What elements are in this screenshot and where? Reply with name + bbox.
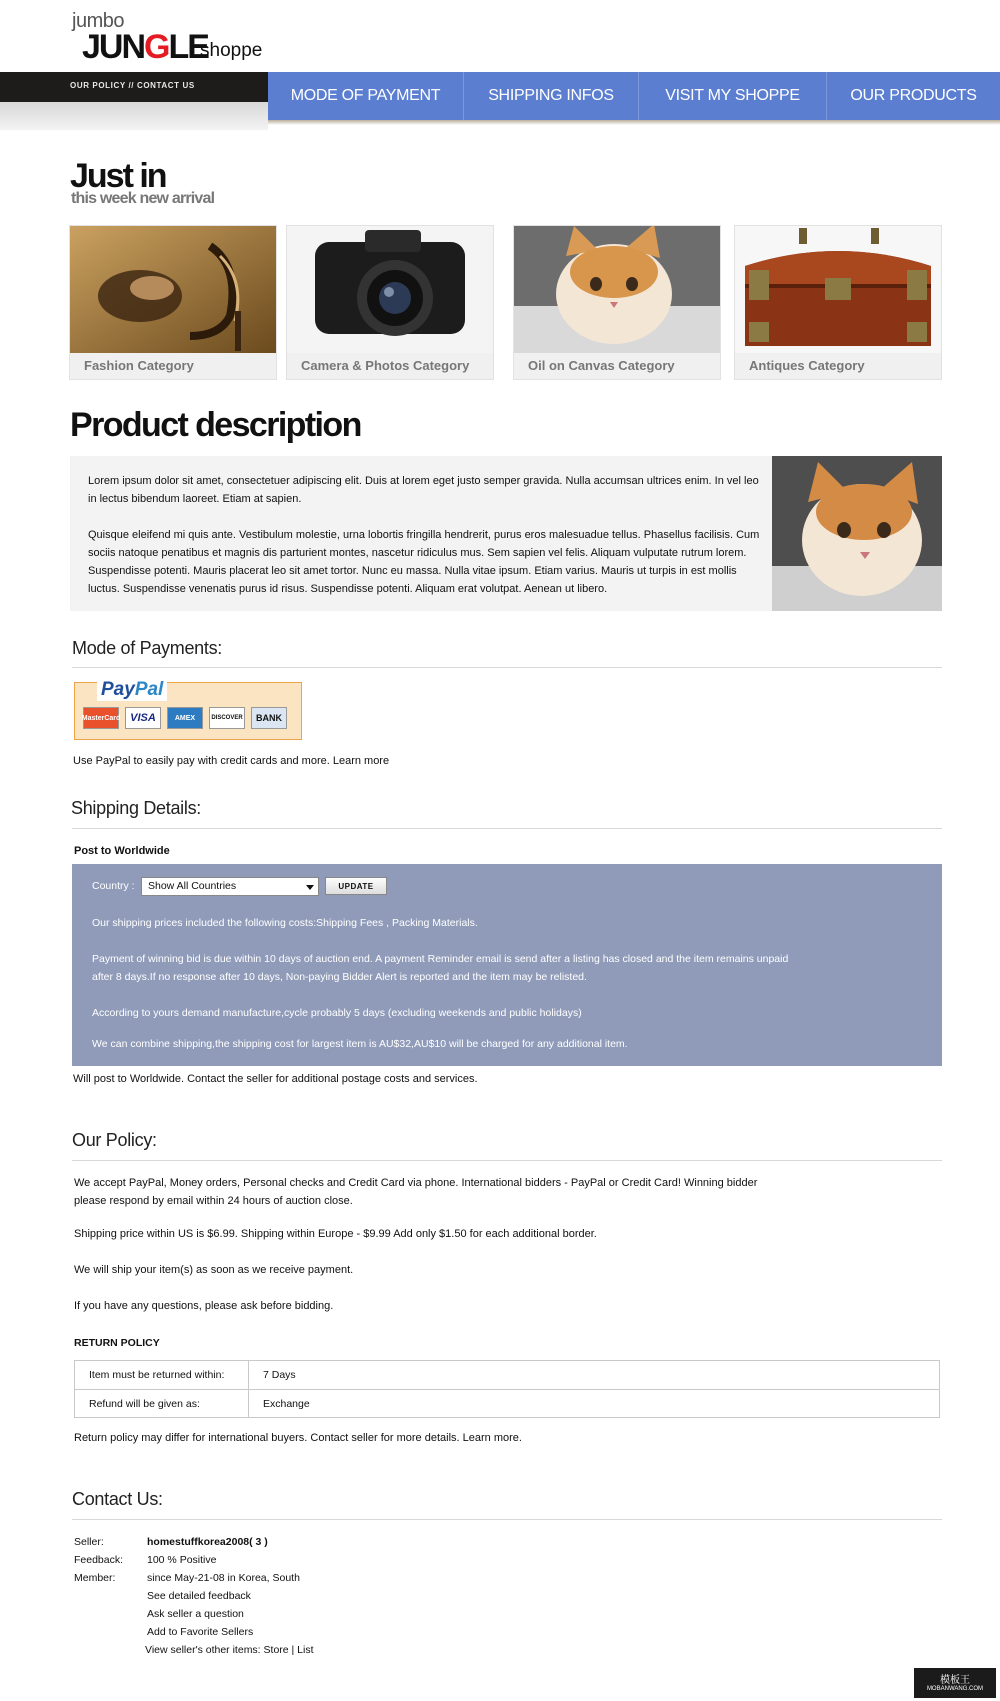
table-cell-label: Refund will be given as: xyxy=(89,1398,200,1410)
paypal-logo[interactable] xyxy=(74,679,302,740)
chevron-down-icon xyxy=(306,885,314,890)
paypal-wordmark: PayPal xyxy=(97,679,167,701)
table-cell-value: 7 Days xyxy=(263,1369,296,1381)
policy-p2: Shipping price within US is $6.99. Shipping within Europe - $9.99 Add only $1.50 for each additional border. xyxy=(74,1228,597,1240)
feedback-value: 100 % Positive xyxy=(147,1554,217,1566)
country-label: Country : xyxy=(92,880,135,892)
update-button[interactable]: UPDATE xyxy=(325,877,387,895)
member-label: Member: xyxy=(74,1572,116,1584)
country-select[interactable] xyxy=(141,877,319,896)
link-separator: // xyxy=(125,81,137,90)
contact-divider xyxy=(72,1519,942,1520)
policy-p4: If you have any questions, please ask before bidding. xyxy=(74,1300,334,1312)
detailed-feedback-link[interactable]: See detailed feedback xyxy=(147,1590,251,1602)
nav-our-products[interactable]: OUR PRODUCTS xyxy=(850,87,977,104)
country-select-value: Show All Countries xyxy=(148,880,237,892)
product-description-p1: Lorem ipsum dolor sit amet, consectetuer adipiscing elit. Duis at lorem eget justo semper gravida. Nulla accumsan ultrices enim. In vel leo in lectus bibendum laoreet. Etiam at sapien. xyxy=(88,475,759,505)
category-card-fashion[interactable] xyxy=(69,225,277,380)
nav-mode-of-payment[interactable]: MODE OF PAYMENT xyxy=(268,72,464,120)
logo-jungle: JUNGLE xyxy=(82,28,208,66)
our-policy-link[interactable]: OUR POLICY xyxy=(70,81,126,90)
discover-icon: DISCOVER xyxy=(209,707,245,729)
category-label: Camera & Photos Category xyxy=(301,358,470,373)
top-links xyxy=(70,81,195,90)
watermark-line1: 模板王 xyxy=(940,1675,970,1686)
mastercard-icon: MasterCard xyxy=(83,707,119,729)
feedback-label: Feedback: xyxy=(74,1554,124,1566)
policy-p1: We accept PayPal, Money orders, Personal checks and Credit Card via phone. International bidders - PayPal or Credit Card! Winning bidder please respond by email within 24 hours of auction close. xyxy=(74,1177,758,1207)
product-description-box xyxy=(70,456,772,611)
category-label: Fashion Category xyxy=(84,358,194,373)
watermark-logo xyxy=(914,1668,996,1698)
member-value: since May-21-08 in Korea, South xyxy=(147,1572,300,1584)
payments-divider xyxy=(72,667,942,668)
watermark-line2: MOBANWANG.COM xyxy=(926,1686,984,1692)
table-row xyxy=(75,1361,939,1389)
return-policy-table xyxy=(74,1360,940,1418)
shipping-subtitle: Post to Worldwide xyxy=(74,845,170,857)
payments-heading: Mode of Payments: xyxy=(72,638,222,658)
policy-heading: Our Policy: xyxy=(72,1130,157,1150)
just-in-title: Just in xyxy=(70,157,166,195)
category-card-camera[interactable] xyxy=(286,225,494,380)
table-row xyxy=(75,1389,939,1417)
return-note: Return policy may differ for international buyers. Contact seller for more details. Learn more. xyxy=(74,1432,522,1444)
camera-image xyxy=(287,226,493,353)
seller-label: Seller: xyxy=(74,1536,104,1548)
nav-visit-my-shoppe[interactable]: VISIT MY SHOPPE xyxy=(639,72,827,120)
policy-p3: We will ship your item(s) as soon as we receive payment. xyxy=(74,1264,354,1276)
paypal-text[interactable]: Use PayPal to easily pay with credit cards and more. Learn more xyxy=(73,755,390,767)
category-card-oil-on-canvas[interactable] xyxy=(513,225,721,380)
logo-shoppe: shoppe xyxy=(200,40,263,61)
policy-divider xyxy=(72,1160,942,1161)
bank-icon: BANK xyxy=(251,707,287,729)
main-nav xyxy=(268,72,1000,120)
shipping-line-1: Our shipping prices included the following costs:Shipping Fees , Packing Materials. xyxy=(92,917,478,929)
category-card-antiques[interactable] xyxy=(734,225,942,380)
top-links-bar-shadow xyxy=(0,102,268,130)
shipping-footer: Will post to Worldwide. Contact the seller for additional postage costs and services. xyxy=(73,1073,478,1085)
logo-jumbo: jumbo xyxy=(72,10,124,32)
shipping-line-4: We can combine shipping,the shipping cost for largest item is AU$32,AU$10 will be charged for any additional item. xyxy=(92,1038,628,1050)
just-in-subtitle: this week new arrival xyxy=(71,190,215,207)
category-label: Antiques Category xyxy=(749,358,865,373)
shipping-heading: Shipping Details: xyxy=(71,798,201,818)
seller-value[interactable]: homestuffkorea2008( 3 ) xyxy=(147,1536,268,1548)
table-cell-label: Item must be returned within: xyxy=(89,1369,225,1381)
category-label: Oil on Canvas Category xyxy=(528,358,675,373)
kitten-image xyxy=(514,226,720,353)
nav-shipping-infos[interactable]: SHIPPING INFOS xyxy=(464,72,639,120)
sandals-image xyxy=(70,226,276,353)
ask-question-link[interactable]: Ask seller a question xyxy=(147,1608,244,1620)
product-description-title: Product description xyxy=(70,406,361,444)
shipping-line-2: Payment of winning bid is due within 10 days of auction end. A payment Reminder email is send after a listing has closed and the item remains unpaid after 8 days.If no response after 10 days, Non-paying Bidder Alert is reported and the item may be relisted. xyxy=(92,953,789,983)
card-logos xyxy=(83,707,287,729)
contact-us-link[interactable]: CONTACT US xyxy=(136,81,195,90)
product-kitten-image xyxy=(772,456,942,611)
visa-icon: VISA xyxy=(125,707,161,729)
nav-shadow xyxy=(268,120,1000,125)
table-cell-value: Exchange xyxy=(263,1398,310,1410)
add-favorite-link[interactable]: Add to Favorite Sellers xyxy=(147,1626,254,1638)
product-description-p2: Quisque eleifend mi quis ante. Vestibulum molestie, urna lobortis fringilla hendrerit, purus eros malesuadue tellus. Phasellus facilisis. Cum sociis natoque penatibus et magnis dis parturient montes, nascetur ridiculus mus. Sem sapien vel felis. Aliquam vulputate rutrum lorem. Suspendisse potenti. Mauris placerat leo sit amet tortor. Nunc eu massa. Nulla vitae ipsum. Etiam varius. Mauris ut turpis in est mollis luctus. Suspendisse venenatis purus id risus. Suspendisse potenti. Aliquam erat volutpat. Aenean ut libero. xyxy=(88,529,760,595)
shipping-divider xyxy=(72,828,942,829)
other-items-link[interactable]: View seller's other items: Store | List xyxy=(145,1644,314,1656)
return-policy-title: RETURN POLICY xyxy=(74,1337,160,1349)
shipping-line-3: According to yours demand manufacture,cycle probably 5 days (excluding weekends and public holidays) xyxy=(92,1007,582,1019)
site-logo[interactable] xyxy=(72,10,272,66)
amex-icon: AMEX xyxy=(167,707,203,729)
contact-heading: Contact Us: xyxy=(72,1489,163,1509)
antique-box-image xyxy=(735,226,941,353)
